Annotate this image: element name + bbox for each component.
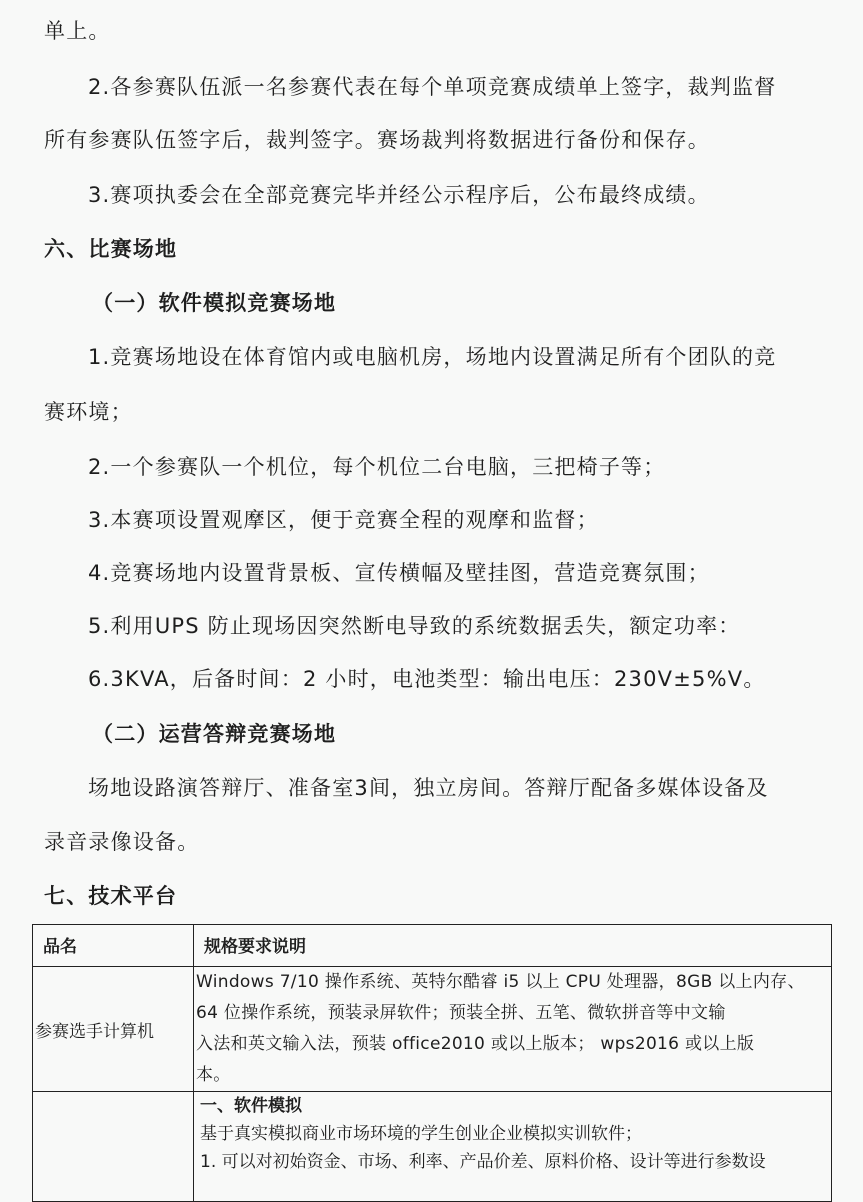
table-row [33,1092,832,1202]
paragraph-line: 所有参赛队伍签字后，裁判签字。赛场裁判将数据进行备份和保存。 [44,128,710,152]
subsection-heading: （二）运营答辩竞赛场地 [92,722,337,746]
table-cell-spec [194,1092,832,1202]
subsection-heading: （一）软件模拟竞赛场地 [92,291,337,315]
paragraph-line: 赛环境； [44,400,133,424]
paragraph-line: 2.一个参赛队一个机位，每个机位二台电脑，三把椅子等； [88,455,666,479]
table-cell-spec [194,967,832,1092]
spec-line: 基于真实模拟商业市场环境的学生创业企业模拟实训软件； [200,1124,642,1144]
paragraph-line: 单上。 [44,19,111,43]
table-row [33,967,832,1092]
paragraph-line: 录音录像设备。 [44,830,200,854]
spec-line: 入法和英文输入法，预装 office2010 或以上版本； wps2016 或以上版 [196,1034,755,1054]
header-cell-name: 品名 [33,925,194,967]
paragraph-line: 4.竞赛场地内设置背景板、宣传横幅及壁挂图，营造竞赛氛围； [88,561,710,585]
table-cell-name: 参赛选手计算机 [33,967,194,1092]
table-header-row [33,925,832,967]
section-heading: 七、技术平台 [44,884,178,908]
paragraph-line: 1.竞赛场地设在体育馆内或电脑机房，场地内设置满足所有个团队的竞 [88,345,777,369]
header-cell-spec: 规格要求说明 [194,925,832,967]
paragraph-line: 3.赛项执委会在全部竞赛完毕并经公示程序后，公布最终成绩。 [88,183,710,207]
spec-line: 本。 [196,1065,231,1085]
spec-line: 64 位操作系统，预装录屏软件；预装全拼、五笔、微软拼音等中文输 [196,1003,726,1023]
spec-subtitle: 一、软件模拟 [200,1096,302,1116]
spec-line: 1. 可以对初始资金、市场、利率、产品价差、原料价格、设计等进行参数设 [200,1152,766,1172]
spec-table [32,924,832,1202]
section-heading: 六、比赛场地 [44,237,178,261]
spec-line: Windows 7/10 操作系统、英特尔酷睿 i5 以上 CPU 处理器，8GB 以上内存、 [196,972,805,992]
paragraph-line: 6.3KVA，后备时间：2 小时，电池类型：输出电压：230V±5%V。 [88,667,766,691]
table-cell-name [33,1092,194,1202]
paragraph-line: 场地设路演答辩厅、准备室3间，独立房间。答辩厅配备多媒体设备及 [88,776,769,800]
paragraph-line: 5.利用UPS 防止现场因突然断电导致的系统数据丢失，额定功率： [88,614,741,638]
paragraph-line: 3.本赛项设置观摩区，便于竞赛全程的观摩和监督； [88,508,599,532]
paragraph-line: 2.各参赛队伍派一名参赛代表在每个单项竞赛成绩单上签字，裁判监督 [88,75,777,99]
